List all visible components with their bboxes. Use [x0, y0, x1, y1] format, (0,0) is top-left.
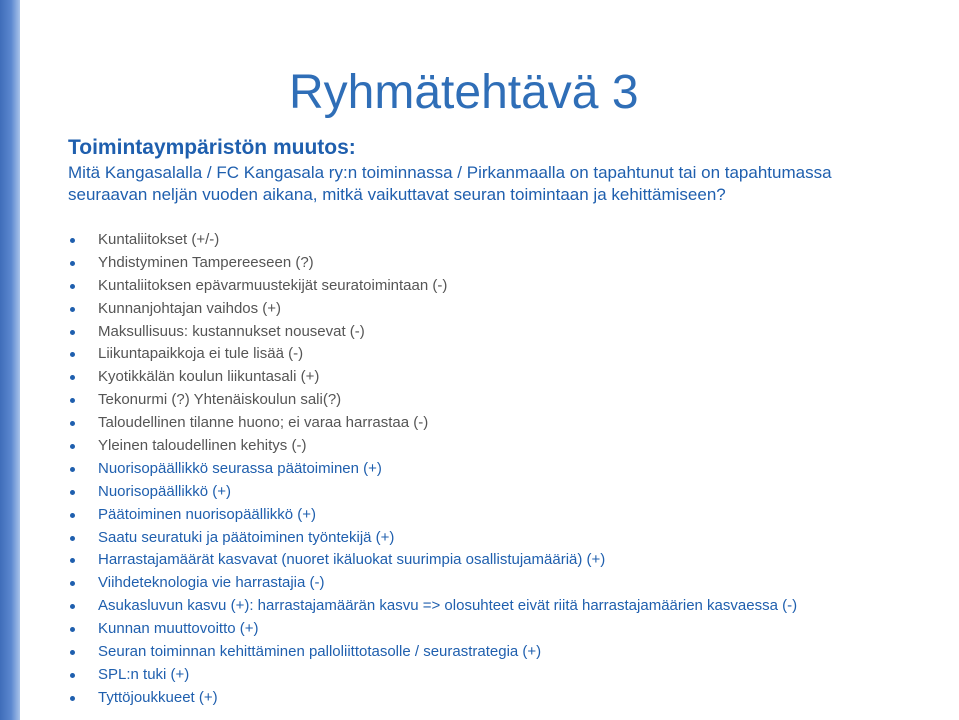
subheading: Toimintaympäristön muutos:	[68, 136, 356, 159]
bullet-icon	[70, 352, 75, 357]
bullet-text: Harrastajamäärät kasvavat (nuoret ikäluokat suurimpia osallistujamääriä) (+)	[98, 551, 606, 569]
bullet-item	[68, 641, 948, 664]
bullet-item	[68, 298, 948, 321]
bullet-text: Nuorisopäällikkö (+)	[98, 482, 231, 500]
bullet-text: Tyttöjoukkueet (+)	[98, 688, 218, 706]
bullet-item	[68, 504, 948, 527]
bullet-text: Yleinen taloudellinen kehitys (-)	[98, 437, 307, 455]
bullet-icon	[70, 513, 75, 518]
bullet-text: Kuntaliitoksen epävarmuustekijät seuratoimintaan (-)	[98, 276, 448, 294]
bullet-list	[68, 229, 948, 710]
bullet-icon	[70, 650, 75, 655]
bullet-item	[68, 366, 948, 389]
bullet-icon	[70, 581, 75, 586]
bullet-icon	[70, 330, 75, 335]
bullet-icon	[70, 696, 75, 701]
bullet-icon	[70, 490, 75, 495]
bullet-item	[68, 527, 948, 550]
bullet-item	[68, 343, 948, 366]
bullet-icon	[70, 284, 75, 289]
bullet-icon	[70, 375, 75, 380]
slide-title: Ryhmätehtävä 3	[289, 66, 639, 119]
bullet-text: Tekonurmi (?) Yhtenäiskoulun sali(?)	[98, 391, 342, 409]
bullet-icon	[70, 536, 75, 541]
bullet-item	[68, 595, 948, 618]
bullet-icon	[70, 398, 75, 403]
bullet-text: Kyotikkälän koulun liikuntasali (+)	[98, 368, 320, 386]
bullet-item	[68, 549, 948, 572]
bullet-item	[68, 481, 948, 504]
bullet-icon	[70, 307, 75, 312]
bullet-item	[68, 664, 948, 687]
bullet-icon	[70, 444, 75, 449]
bullet-text: Kunnan muuttovoitto (+)	[98, 620, 259, 638]
bullet-item	[68, 321, 948, 344]
bullet-text: Maksullisuus: kustannukset nousevat (-)	[98, 322, 365, 340]
bullet-item	[68, 458, 948, 481]
bullet-item	[68, 687, 948, 710]
bullet-icon	[70, 238, 75, 243]
bullet-icon	[70, 467, 75, 472]
bullet-icon	[70, 261, 75, 266]
bullet-text: Kuntaliitokset (+/-)	[98, 231, 220, 248]
bullet-text: Nuorisopäällikkö seurassa päätoiminen (+)	[98, 459, 382, 477]
bullet-icon	[70, 558, 75, 563]
bullet-text: Taloudellinen tilanne huono; ei varaa harrastaa (-)	[98, 414, 429, 432]
intro-question: Mitä Kangasalalla / FC Kangasala ry:n toiminnassa / Pirkanmaalla on tapahtunut tai on tapahtumassa seuraavan neljän vuoden aikana, mitkä vaikuttavat seuran toimintaan ja kehittämiseen?	[68, 163, 832, 204]
bullet-text: Viihdeteknologia vie harrastajia (-)	[98, 574, 325, 592]
bullet-text: Asukasluvun kasvu (+): harrastajamäärän kasvu => olosuhteet eivät riitä harrastajamäärien kasvaessa (-)	[98, 597, 798, 615]
bullet-text: Seuran toiminnan kehittäminen palloliittotasolle / seurastrategia (+)	[98, 643, 542, 661]
bullet-item	[68, 572, 948, 595]
accent-bar	[0, 0, 20, 720]
bullet-item	[68, 389, 948, 412]
bullet-text: Päätoiminen nuorisopäällikkö (+)	[98, 505, 317, 523]
bullet-text: Yhdistyminen Tampereeseen (?)	[98, 253, 314, 271]
bullet-text: Liikuntapaikkoja ei tule lisää (-)	[98, 345, 304, 363]
bullet-text: SPL:n tuki (+)	[98, 665, 190, 683]
bullet-text: Saatu seuratuki ja päätoiminen työntekijä (+)	[98, 528, 395, 546]
bullet-item	[68, 618, 948, 641]
bullet-icon	[70, 673, 75, 678]
bullet-item	[68, 229, 948, 252]
bullet-item	[68, 275, 948, 298]
bullet-item	[68, 412, 948, 435]
bullet-icon	[70, 421, 75, 426]
bullet-icon	[70, 604, 75, 609]
bullet-text: Kunnanjohtajan vaihdos (+)	[98, 299, 282, 317]
bullet-item	[68, 252, 948, 275]
bullet-item	[68, 435, 948, 458]
bullet-icon	[70, 627, 75, 632]
